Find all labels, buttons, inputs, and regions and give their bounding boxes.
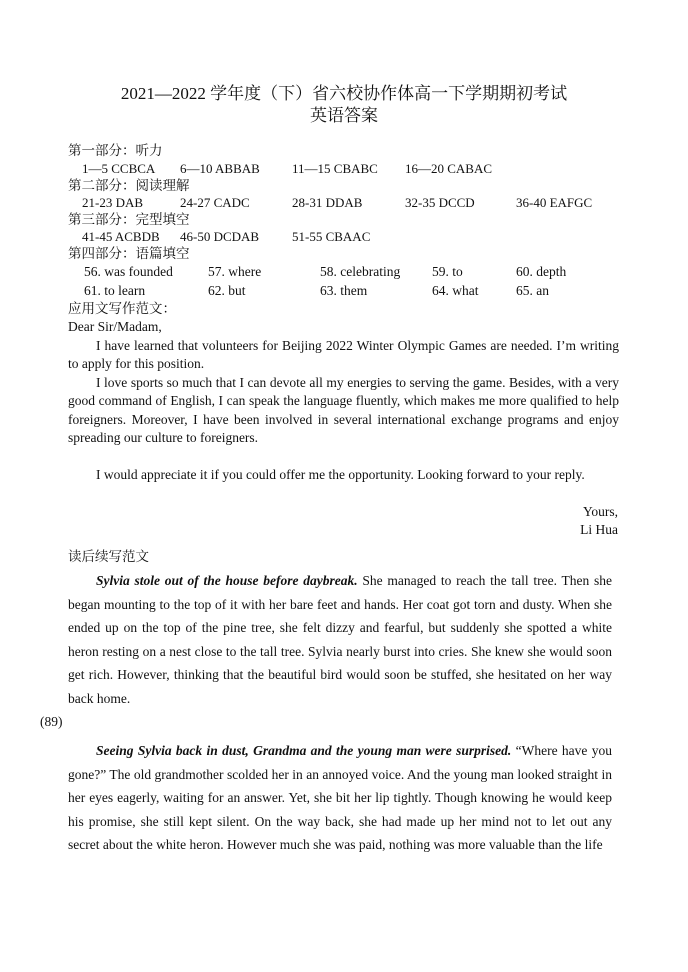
part3-answer: 41-45 ACBDB <box>82 229 160 244</box>
continuation-heading: 读后续写范文 <box>68 549 149 564</box>
story-paragraph-1 <box>40 569 612 734</box>
part3-answer: 46-50 DCDAB <box>180 229 260 244</box>
word-count: (89) <box>40 714 63 729</box>
part4-answer: 63. them <box>320 283 368 298</box>
part4-answer: 61. to learn <box>84 283 146 298</box>
part1-answer: 16—20 CABAC <box>405 161 493 176</box>
document-title: 2021—2022 学年度（下）省六校协作体高一下学期期初考试 <box>120 84 568 103</box>
part4-heading: 第四部分：语篇填空 <box>68 246 190 261</box>
story-lead-sentence: Sylvia stole out of the house before daybreak. <box>96 573 358 588</box>
letter-salutation: Dear Sir/Madam, <box>68 319 162 334</box>
part1-answer: 1—5 CCBCA <box>82 161 156 176</box>
part4-answer: 57. where <box>208 264 262 279</box>
part4-answer: 59. to <box>432 264 463 279</box>
part3-answer: 51-55 CBAAC <box>292 229 371 244</box>
story-paragraph-2 <box>68 739 612 857</box>
part4-answer: 65. an <box>516 283 549 298</box>
document-subtitle: 英语答案 <box>310 106 378 125</box>
part2-answer: 24-27 CADC <box>180 195 250 210</box>
story-lead-sentence: Seeing Sylvia back in dust, Grandma and the young man were surprised. <box>96 743 512 758</box>
part1-heading: 第一部分：听力 <box>68 143 163 158</box>
part4-answer: 60. depth <box>516 264 567 279</box>
part2-answer: 36-40 EAFGC <box>516 195 593 210</box>
letter-closing: Yours, <box>582 504 618 519</box>
writing-heading: 应用文写作范文： <box>68 301 176 316</box>
letter-paragraph: I would appreciate it if you could offer me the opportunity. Looking forward to your reply. <box>96 467 585 482</box>
letter-signature: Li Hua <box>580 522 618 537</box>
letter-paragraph: I have learned that volunteers for Beijing 2022 Winter Olympic Games are needed. I’m writing to apply for this position. <box>68 338 619 372</box>
part1-answer: 11—15 CBABC <box>292 161 378 176</box>
part2-answer: 28-31 DDAB <box>292 195 363 210</box>
part4-answer: 56. was founded <box>84 264 173 279</box>
letter-paragraph: I love sports so much that I can devote all my energies to serving the game. Besides, with a very good command of English, I can speak the language fluently, which makes me more qualified to help foreigners. Moreover, I have been involved in several international exchange programs and enjoy spreading our culture to foreigners. <box>68 375 619 446</box>
part3-heading: 第三部分：完型填空 <box>68 212 190 227</box>
story-body: She managed to reach the tall tree. Then she began mounting to the top of it with her bare feet and hands. Her coat got torn and dusty. When she ended up on the top of the pine tree, she felt dizzy and fearful, but suddenly she spotted a white heron resting on a nest close to the tall tree. Sylvia nearly burst into cries. She knew she would soon get rich. However, thinking that the beautiful bird would soon be stuffed, she hesitated on her way back home. <box>68 573 612 706</box>
part4-answer: 58. celebrating <box>320 264 401 279</box>
part4-answer: 62. but <box>208 283 246 298</box>
part2-answer: 21-23 DAB <box>82 195 144 210</box>
part1-answer: 6—10 ABBAB <box>180 161 260 176</box>
part2-answer: 32-35 DCCD <box>405 195 475 210</box>
part2-heading: 第二部分：阅读理解 <box>68 178 190 193</box>
part4-answer: 64. what <box>432 283 479 298</box>
story-body: “Where have you gone?” The old grandmother scolded her in an annoyed voice. And the young man looked straight in her eyes eagerly, waiting for an answer. Yet, she bit her lip tightly. Though knowing he would keep his promise, she still kept silent. On the way back, she had made up her mind not to let out any secret about the white heron. However much she was paid, nothing was more valuable than the life <box>68 743 612 852</box>
